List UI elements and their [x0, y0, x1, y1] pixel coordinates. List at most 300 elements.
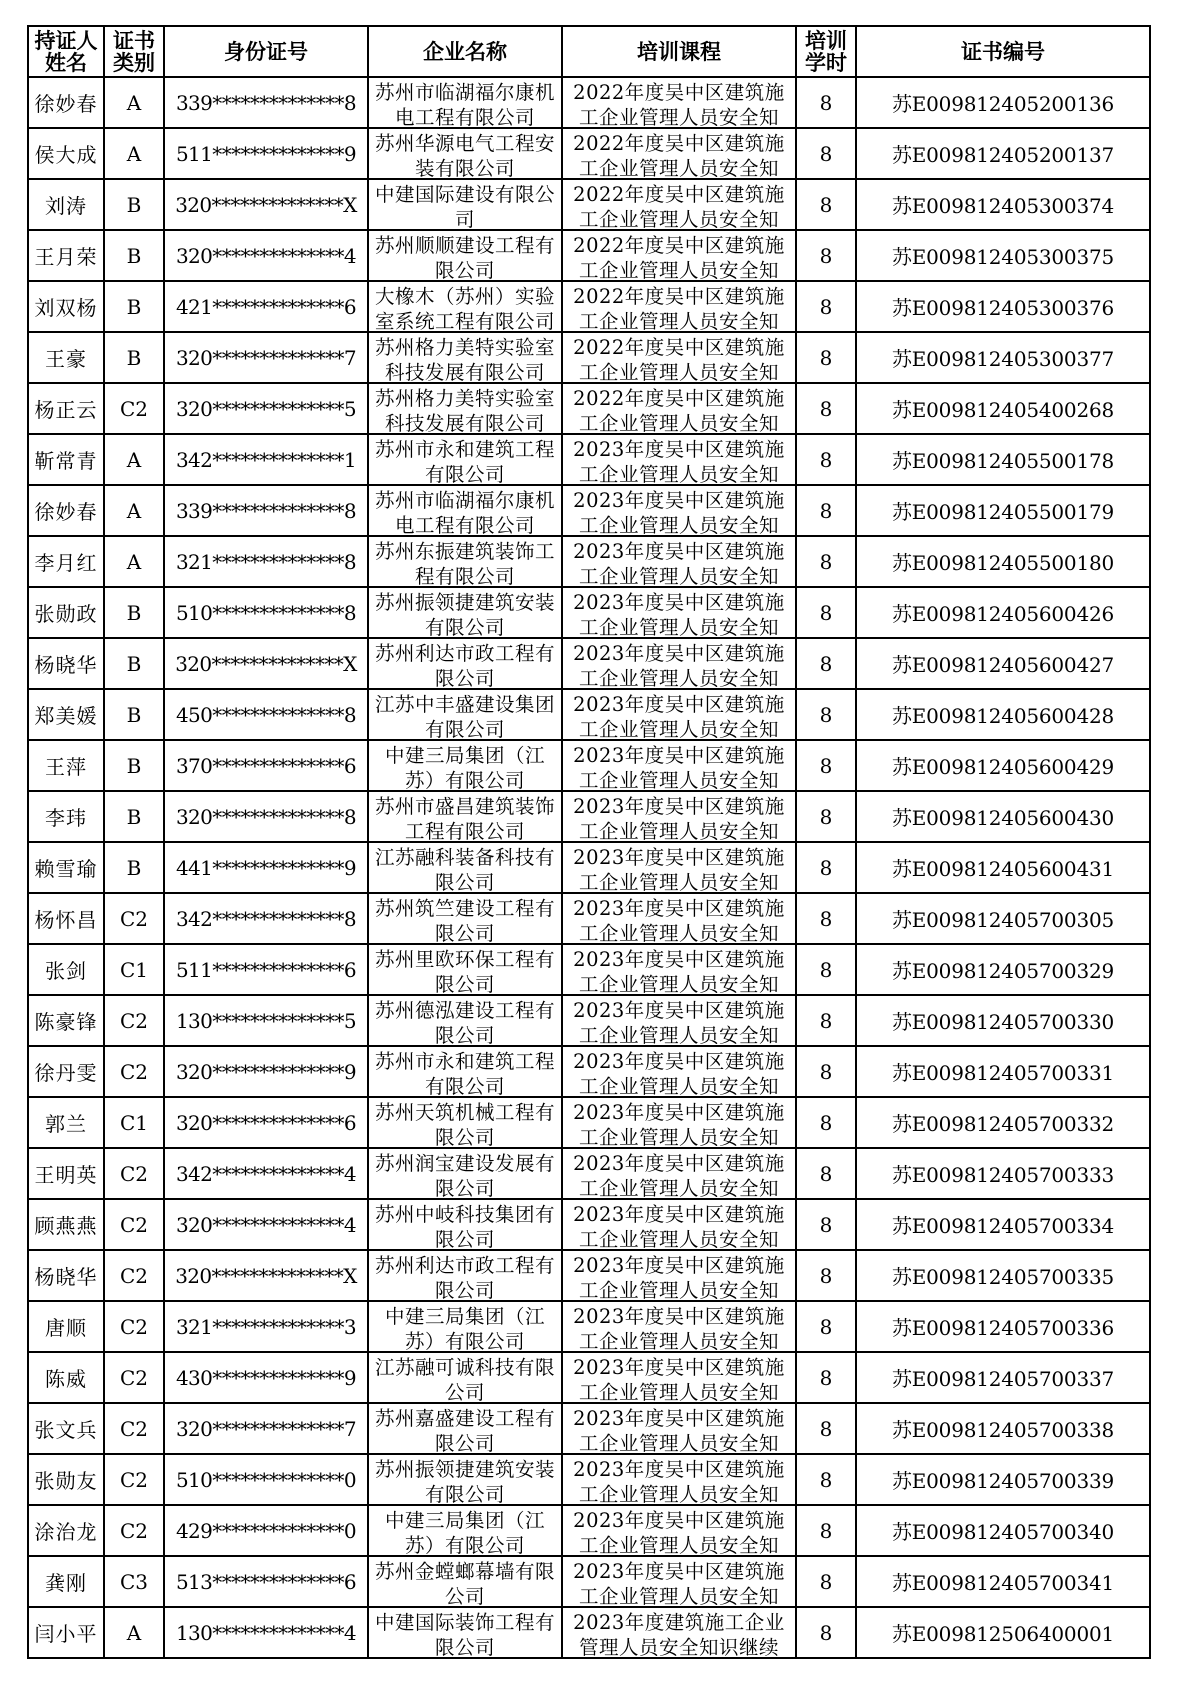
cell-course — [562, 485, 796, 536]
cell-id: 320**************X — [164, 1250, 368, 1301]
cell-id: 320**************6 — [164, 1097, 368, 1148]
cell-hours: 8 — [796, 995, 856, 1046]
cell-name: 徐丹雯 — [28, 1046, 104, 1097]
cell-company-text: 苏州中岐科技集团有限公司 — [374, 1202, 555, 1249]
cell-cert: 苏E009812405700336 — [856, 1301, 1150, 1352]
cell-course-text: 2023年度建筑施工企业管理人员安全知识继续 — [573, 1610, 785, 1657]
cell-id: 421**************6 — [164, 281, 368, 332]
cell-type: A — [104, 1607, 164, 1658]
cell-course — [562, 179, 796, 230]
cell-company — [368, 77, 562, 128]
cell-course-text: 2022年度吴中区建筑施工企业管理人员安全知 — [573, 182, 785, 229]
cell-company-text: 苏州市盛昌建筑装饰工程有限公司 — [374, 794, 555, 841]
cell-hours: 8 — [796, 1097, 856, 1148]
table-row — [28, 281, 1150, 332]
cell-type: A — [104, 536, 164, 587]
cell-name: 陈豪锋 — [28, 995, 104, 1046]
cell-course — [562, 230, 796, 281]
cell-name: 涂治龙 — [28, 1505, 104, 1556]
cell-course — [562, 1199, 796, 1250]
cell-company-text: 苏州振领捷建筑安装有限公司 — [374, 1457, 555, 1504]
cell-company-text: 苏州顺顺建设工程有限公司 — [374, 233, 555, 280]
cell-name: 张剑 — [28, 944, 104, 995]
cell-name: 张文兵 — [28, 1403, 104, 1454]
table-row — [28, 1301, 1150, 1352]
cell-cert: 苏E009812405700330 — [856, 995, 1150, 1046]
cell-type: C1 — [104, 944, 164, 995]
cell-course — [562, 1403, 796, 1454]
header-type: 证书类别 — [104, 26, 164, 77]
cell-course — [562, 1454, 796, 1505]
cell-company-text: 中建三局集团（江苏）有限公司 — [384, 743, 545, 790]
cell-company — [368, 485, 562, 536]
header-course: 培训课程 — [562, 26, 796, 77]
cell-company-text: 苏州格力美特实验室科技发展有限公司 — [374, 386, 555, 433]
cell-id: 321**************3 — [164, 1301, 368, 1352]
cell-cert: 苏E009812405600428 — [856, 689, 1150, 740]
cell-name: 靳常青 — [28, 434, 104, 485]
cell-course-text: 2023年度吴中区建筑施工企业管理人员安全知 — [573, 896, 785, 943]
cell-company — [368, 332, 562, 383]
cell-course-text: 2023年度吴中区建筑施工企业管理人员安全知 — [573, 1202, 785, 1249]
cell-company — [368, 791, 562, 842]
cell-id: 130**************4 — [164, 1607, 368, 1658]
cell-id: 511**************6 — [164, 944, 368, 995]
cell-cert: 苏E009812405500178 — [856, 434, 1150, 485]
cell-company — [368, 536, 562, 587]
cell-hours: 8 — [796, 128, 856, 179]
cell-hours: 8 — [796, 1403, 856, 1454]
cell-course-text: 2022年度吴中区建筑施工企业管理人员安全知 — [573, 386, 785, 433]
cell-course — [562, 77, 796, 128]
cell-type: C2 — [104, 1199, 164, 1250]
cell-hours: 8 — [796, 1046, 856, 1097]
cell-cert: 苏E009812405700335 — [856, 1250, 1150, 1301]
cell-course-text: 2023年度吴中区建筑施工企业管理人员安全知 — [573, 590, 785, 637]
cell-cert: 苏E009812405700329 — [856, 944, 1150, 995]
cell-course-text: 2023年度吴中区建筑施工企业管理人员安全知 — [573, 1406, 785, 1453]
cell-name: 郭兰 — [28, 1097, 104, 1148]
cell-company-text: 苏州振领捷建筑安装有限公司 — [374, 590, 555, 637]
cell-course-text: 2023年度吴中区建筑施工企业管理人员安全知 — [573, 1457, 785, 1504]
cell-name: 杨晓华 — [28, 1250, 104, 1301]
table-row — [28, 179, 1150, 230]
cell-company — [368, 1556, 562, 1607]
cell-company — [368, 1097, 562, 1148]
cell-course — [562, 791, 796, 842]
table-row — [28, 995, 1150, 1046]
cell-course-text: 2023年度吴中区建筑施工企业管理人员安全知 — [573, 998, 785, 1045]
cell-course — [562, 1046, 796, 1097]
header-id: 身份证号 — [164, 26, 368, 77]
cell-course — [562, 1250, 796, 1301]
cell-hours: 8 — [796, 1250, 856, 1301]
cell-company-text: 苏州市临湖福尔康机电工程有限公司 — [374, 488, 555, 535]
cell-hours: 8 — [796, 944, 856, 995]
cell-name: 龚刚 — [28, 1556, 104, 1607]
cell-hours: 8 — [796, 383, 856, 434]
cell-type: C2 — [104, 1352, 164, 1403]
table-row — [28, 485, 1150, 536]
table-row — [28, 842, 1150, 893]
cell-id: 320**************4 — [164, 230, 368, 281]
cell-company — [368, 1454, 562, 1505]
cell-course — [562, 1352, 796, 1403]
cell-course-text: 2023年度吴中区建筑施工企业管理人员安全知 — [573, 1559, 785, 1606]
cell-hours: 8 — [796, 1148, 856, 1199]
cell-type: C1 — [104, 1097, 164, 1148]
cell-id: 510**************0 — [164, 1454, 368, 1505]
cell-course — [562, 536, 796, 587]
table-row — [28, 1199, 1150, 1250]
cell-hours: 8 — [796, 689, 856, 740]
cell-type: B — [104, 587, 164, 638]
cell-company — [368, 1505, 562, 1556]
cell-course — [562, 638, 796, 689]
cell-course-text: 2022年度吴中区建筑施工企业管理人员安全知 — [573, 80, 785, 127]
cell-name: 徐妙春 — [28, 77, 104, 128]
table-row — [28, 1148, 1150, 1199]
table-row — [28, 1046, 1150, 1097]
cell-company-text: 中建三局集团（江苏）有限公司 — [384, 1508, 545, 1555]
cell-course — [562, 1607, 796, 1658]
cell-cert: 苏E009812405500180 — [856, 536, 1150, 587]
cell-cert: 苏E009812405700334 — [856, 1199, 1150, 1250]
cell-course — [562, 281, 796, 332]
cell-course — [562, 740, 796, 791]
table-row — [28, 1607, 1150, 1658]
cell-name: 郑美媛 — [28, 689, 104, 740]
cell-type: A — [104, 128, 164, 179]
cell-type: B — [104, 281, 164, 332]
cell-course-text: 2023年度吴中区建筑施工企业管理人员安全知 — [573, 539, 785, 586]
cell-type: C2 — [104, 383, 164, 434]
cell-type: B — [104, 332, 164, 383]
table-row — [28, 332, 1150, 383]
cell-company — [368, 893, 562, 944]
cell-id: 320**************9 — [164, 1046, 368, 1097]
cell-course — [562, 1556, 796, 1607]
cell-company — [368, 1046, 562, 1097]
cell-course-text: 2023年度吴中区建筑施工企业管理人员安全知 — [573, 1049, 785, 1096]
table-row — [28, 1505, 1150, 1556]
cell-company — [368, 1403, 562, 1454]
cell-hours: 8 — [796, 1199, 856, 1250]
cell-id: 321**************8 — [164, 536, 368, 587]
table-row — [28, 740, 1150, 791]
cell-company-text: 江苏融科装备科技有限公司 — [374, 845, 555, 892]
cell-company — [368, 383, 562, 434]
cell-course-text: 2022年度吴中区建筑施工企业管理人员安全知 — [573, 233, 785, 280]
table-row — [28, 383, 1150, 434]
cell-cert: 苏E009812405700333 — [856, 1148, 1150, 1199]
cell-company-text: 苏州市永和建筑工程有限公司 — [374, 1049, 555, 1096]
cell-type: A — [104, 485, 164, 536]
cell-cert: 苏E009812405600430 — [856, 791, 1150, 842]
cell-type: C2 — [104, 1454, 164, 1505]
cell-name: 王萍 — [28, 740, 104, 791]
cell-type: B — [104, 791, 164, 842]
cell-company-text: 苏州润宝建设发展有限公司 — [374, 1151, 555, 1198]
cell-company — [368, 944, 562, 995]
cell-cert: 苏E009812405600427 — [856, 638, 1150, 689]
cell-id: 441**************9 — [164, 842, 368, 893]
cell-course-text: 2023年度吴中区建筑施工企业管理人员安全知 — [573, 437, 785, 484]
cell-company — [368, 638, 562, 689]
cell-name: 张勋政 — [28, 587, 104, 638]
cell-type: A — [104, 434, 164, 485]
cell-hours: 8 — [796, 587, 856, 638]
cell-cert: 苏E009812405700338 — [856, 1403, 1150, 1454]
header-row — [28, 26, 1150, 77]
cell-hours: 8 — [796, 1556, 856, 1607]
cell-name: 徐妙春 — [28, 485, 104, 536]
cell-company-text: 中建三局集团（江苏）有限公司 — [384, 1304, 545, 1351]
certificate-table — [27, 25, 1151, 1659]
cell-cert: 苏E009812405400268 — [856, 383, 1150, 434]
cell-cert: 苏E009812405200136 — [856, 77, 1150, 128]
cell-hours: 8 — [796, 281, 856, 332]
cell-name: 侯大成 — [28, 128, 104, 179]
cell-type: C3 — [104, 1556, 164, 1607]
cell-id: 320**************X — [164, 638, 368, 689]
cell-course — [562, 1097, 796, 1148]
cell-cert: 苏E009812405700305 — [856, 893, 1150, 944]
cell-type: C2 — [104, 995, 164, 1046]
cell-cert: 苏E009812405600426 — [856, 587, 1150, 638]
cell-company-text: 苏州天筑机械工程有限公司 — [374, 1100, 555, 1147]
cell-company-text: 苏州市临湖福尔康机电工程有限公司 — [374, 80, 555, 127]
cell-company — [368, 1148, 562, 1199]
cell-company-text: 苏州筑竺建设工程有限公司 — [374, 896, 555, 943]
cell-id: 339**************8 — [164, 77, 368, 128]
cell-company — [368, 587, 562, 638]
cell-type: C2 — [104, 1250, 164, 1301]
cell-company — [368, 1301, 562, 1352]
cell-type: B — [104, 842, 164, 893]
cell-course-text: 2023年度吴中区建筑施工企业管理人员安全知 — [573, 1355, 785, 1402]
cell-hours: 8 — [796, 77, 856, 128]
cell-company-text: 苏州利达市政工程有限公司 — [374, 641, 555, 688]
cell-name: 赖雪瑜 — [28, 842, 104, 893]
table-row — [28, 1097, 1150, 1148]
cell-id: 513**************6 — [164, 1556, 368, 1607]
table-row — [28, 689, 1150, 740]
cell-name: 陈威 — [28, 1352, 104, 1403]
cell-cert: 苏E009812405200137 — [856, 128, 1150, 179]
table-row — [28, 230, 1150, 281]
cell-id: 342**************1 — [164, 434, 368, 485]
cell-id: 511**************9 — [164, 128, 368, 179]
cell-type: C2 — [104, 1403, 164, 1454]
cell-course-text: 2022年度吴中区建筑施工企业管理人员安全知 — [573, 131, 785, 178]
cell-type: C2 — [104, 1301, 164, 1352]
cell-company — [368, 1352, 562, 1403]
table-row — [28, 1403, 1150, 1454]
cell-id: 450**************8 — [164, 689, 368, 740]
cell-cert: 苏E009812405300374 — [856, 179, 1150, 230]
cell-hours: 8 — [796, 638, 856, 689]
cell-hours: 8 — [796, 230, 856, 281]
cell-name: 杨晓华 — [28, 638, 104, 689]
cell-cert: 苏E009812405700332 — [856, 1097, 1150, 1148]
cell-course-text: 2023年度吴中区建筑施工企业管理人员安全知 — [573, 743, 785, 790]
cell-course — [562, 128, 796, 179]
cell-hours: 8 — [796, 1301, 856, 1352]
cell-hours: 8 — [796, 1454, 856, 1505]
cell-name: 闫小平 — [28, 1607, 104, 1658]
cell-course — [562, 893, 796, 944]
cell-hours: 8 — [796, 485, 856, 536]
cell-name: 刘双杨 — [28, 281, 104, 332]
cell-company — [368, 1199, 562, 1250]
cell-course-text: 2023年度吴中区建筑施工企业管理人员安全知 — [573, 1253, 785, 1300]
cell-course-text: 2023年度吴中区建筑施工企业管理人员安全知 — [573, 488, 785, 535]
cell-type: C2 — [104, 1148, 164, 1199]
table-row — [28, 536, 1150, 587]
cell-type: B — [104, 638, 164, 689]
table-row — [28, 434, 1150, 485]
cell-cert: 苏E009812405600431 — [856, 842, 1150, 893]
cell-name: 杨正云 — [28, 383, 104, 434]
cell-company-text: 苏州华源电气工程安装有限公司 — [374, 131, 555, 178]
cell-company-text: 苏州利达市政工程有限公司 — [374, 1253, 555, 1300]
cell-cert: 苏E009812405700337 — [856, 1352, 1150, 1403]
cell-course — [562, 434, 796, 485]
cell-hours: 8 — [796, 332, 856, 383]
cell-type: B — [104, 230, 164, 281]
cell-course — [562, 1301, 796, 1352]
cell-company-text: 苏州东振建筑装饰工程有限公司 — [374, 539, 555, 586]
cell-id: 320**************4 — [164, 1199, 368, 1250]
cell-course — [562, 689, 796, 740]
cell-course — [562, 1505, 796, 1556]
cell-hours: 8 — [796, 1607, 856, 1658]
cell-type: B — [104, 179, 164, 230]
cell-hours: 8 — [796, 791, 856, 842]
cell-company-text: 苏州德泓建设工程有限公司 — [374, 998, 555, 1045]
cell-course — [562, 842, 796, 893]
cell-id: 130**************5 — [164, 995, 368, 1046]
cell-course-text: 2023年度吴中区建筑施工企业管理人员安全知 — [573, 1508, 785, 1555]
cell-type: C2 — [104, 893, 164, 944]
cell-type: B — [104, 689, 164, 740]
table-row — [28, 1556, 1150, 1607]
cell-name: 唐顺 — [28, 1301, 104, 1352]
cell-name: 李玮 — [28, 791, 104, 842]
cell-course-text: 2023年度吴中区建筑施工企业管理人员安全知 — [573, 1100, 785, 1147]
cell-type: B — [104, 740, 164, 791]
cell-name: 王豪 — [28, 332, 104, 383]
table-row — [28, 587, 1150, 638]
cell-hours: 8 — [796, 740, 856, 791]
cell-company-text: 苏州金螳螂幕墙有限公司 — [374, 1559, 555, 1606]
table-row — [28, 1352, 1150, 1403]
cell-course — [562, 383, 796, 434]
cell-company-text: 苏州嘉盛建设工程有限公司 — [374, 1406, 555, 1453]
cell-course — [562, 1148, 796, 1199]
table-row — [28, 77, 1150, 128]
cell-type: A — [104, 77, 164, 128]
cell-hours: 8 — [796, 842, 856, 893]
cell-id: 342**************4 — [164, 1148, 368, 1199]
cell-company-text: 苏州格力美特实验室科技发展有限公司 — [374, 335, 555, 382]
table-row — [28, 944, 1150, 995]
cell-company-text: 江苏融可诚科技有限公司 — [374, 1355, 555, 1402]
cell-cert: 苏E009812506400001 — [856, 1607, 1150, 1658]
table-body — [28, 77, 1150, 1658]
cell-hours: 8 — [796, 179, 856, 230]
cell-hours: 8 — [796, 893, 856, 944]
header-hours: 培训学时 — [796, 26, 856, 77]
cell-name: 刘涛 — [28, 179, 104, 230]
table-row — [28, 1454, 1150, 1505]
cell-company — [368, 689, 562, 740]
cell-course-text: 2023年度吴中区建筑施工企业管理人员安全知 — [573, 692, 785, 739]
cell-course-text: 2023年度吴中区建筑施工企业管理人员安全知 — [573, 641, 785, 688]
cell-company-text: 大橡木（苏州）实验室系统工程有限公司 — [374, 284, 555, 331]
cell-id: 320**************7 — [164, 332, 368, 383]
cell-course — [562, 944, 796, 995]
cell-company — [368, 230, 562, 281]
header-name: 持证人姓名 — [28, 26, 104, 77]
cell-company — [368, 281, 562, 332]
cell-name: 王月荣 — [28, 230, 104, 281]
table-row — [28, 638, 1150, 689]
cell-id: 320**************8 — [164, 791, 368, 842]
cell-course-text: 2023年度吴中区建筑施工企业管理人员安全知 — [573, 947, 785, 994]
cell-company-text: 苏州市永和建筑工程有限公司 — [374, 437, 555, 484]
cell-id: 430**************9 — [164, 1352, 368, 1403]
cell-hours: 8 — [796, 536, 856, 587]
cell-company — [368, 842, 562, 893]
cell-company-text: 中建国际装饰工程有限公司 — [374, 1610, 555, 1657]
table-row — [28, 791, 1150, 842]
cell-course-text: 2022年度吴中区建筑施工企业管理人员安全知 — [573, 284, 785, 331]
cell-id: 320**************7 — [164, 1403, 368, 1454]
cell-cert: 苏E009812405300377 — [856, 332, 1150, 383]
cell-id: 320**************X — [164, 179, 368, 230]
table-row — [28, 893, 1150, 944]
cell-course-text: 2023年度吴中区建筑施工企业管理人员安全知 — [573, 1304, 785, 1351]
cell-type: C2 — [104, 1505, 164, 1556]
cell-course — [562, 332, 796, 383]
header-company: 企业名称 — [368, 26, 562, 77]
cell-id: 370**************6 — [164, 740, 368, 791]
cell-cert: 苏E009812405500179 — [856, 485, 1150, 536]
cell-name: 顾燕燕 — [28, 1199, 104, 1250]
cell-course — [562, 995, 796, 1046]
cell-company — [368, 1250, 562, 1301]
cell-cert: 苏E009812405600429 — [856, 740, 1150, 791]
table-row — [28, 128, 1150, 179]
cell-id: 342**************8 — [164, 893, 368, 944]
cell-cert: 苏E009812405700340 — [856, 1505, 1150, 1556]
cell-cert: 苏E009812405300376 — [856, 281, 1150, 332]
cell-company — [368, 1607, 562, 1658]
cell-course-text: 2023年度吴中区建筑施工企业管理人员安全知 — [573, 1151, 785, 1198]
cell-cert: 苏E009812405700339 — [856, 1454, 1150, 1505]
cell-cert: 苏E009812405700331 — [856, 1046, 1150, 1097]
cell-cert: 苏E009812405300375 — [856, 230, 1150, 281]
cell-company — [368, 128, 562, 179]
cell-id: 339**************8 — [164, 485, 368, 536]
cell-name: 张勋友 — [28, 1454, 104, 1505]
cell-company-text: 中建国际建设有限公司 — [374, 182, 555, 229]
header-cert: 证书编号 — [856, 26, 1150, 77]
cell-id: 429**************0 — [164, 1505, 368, 1556]
cell-company — [368, 179, 562, 230]
